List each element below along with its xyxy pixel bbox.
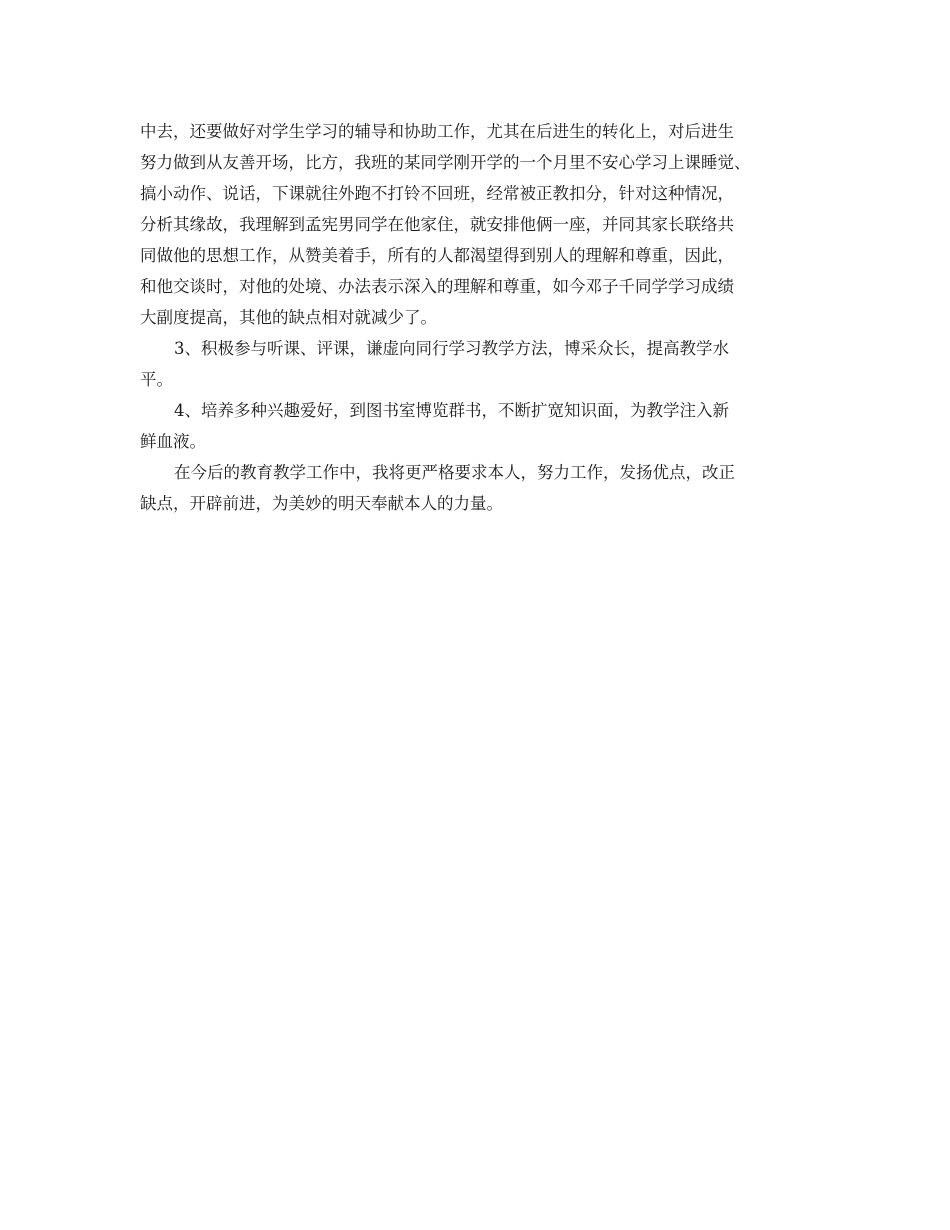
text-line: 和他交谈时，对他的处境、办法表示深入的理解和尊重，如今邓子千同学学习成绩 xyxy=(140,277,734,296)
paragraph-4-first-line: 4、培养多种兴趣爱好，到图书室博览群书，不断扩宽知识面，为教学注入新 xyxy=(174,401,729,420)
text-line: 努力做到从友善开场，比方，我班的某同学刚开学的一个月里不安心学习上课睡觉、 xyxy=(140,153,751,172)
text-line: 鲜血液。 xyxy=(140,432,206,451)
text-line: 缺点，开辟前进，为美妙的明天奉献本人的力量。 xyxy=(140,494,503,513)
closing-paragraph-first-line: 在今后的教育教学工作中，我将更严格要求本人，努力工作，发扬优点，改正 xyxy=(174,463,735,482)
text-line: 中去，还要做好对学生学习的辅导和协助工作，尤其在后进生的转化上，对后进生 xyxy=(140,122,734,141)
body-text xyxy=(140,116,840,519)
paragraph-3-first-line: 3、积极参与听课、评课，谦虚向同行学习教学方法，博采众长，提高教学水 xyxy=(174,339,729,358)
text-line: 同做他的思想工作，从赞美着手，所有的人都渴望得到别人的理解和尊重，因此， xyxy=(140,246,734,265)
text-line: 平。 xyxy=(140,370,173,389)
text-line: 搞小动作、说话，下课就往外跑不打铃不回班，经常被正教扣分，针对这种情况， xyxy=(140,184,734,203)
text-line: 大副度提高，其他的缺点相对就减少了。 xyxy=(140,308,437,327)
text-line: 分析其缘故，我理解到孟宪男同学在他家住，就安排他俩一座，并同其家长联络共 xyxy=(140,215,734,234)
